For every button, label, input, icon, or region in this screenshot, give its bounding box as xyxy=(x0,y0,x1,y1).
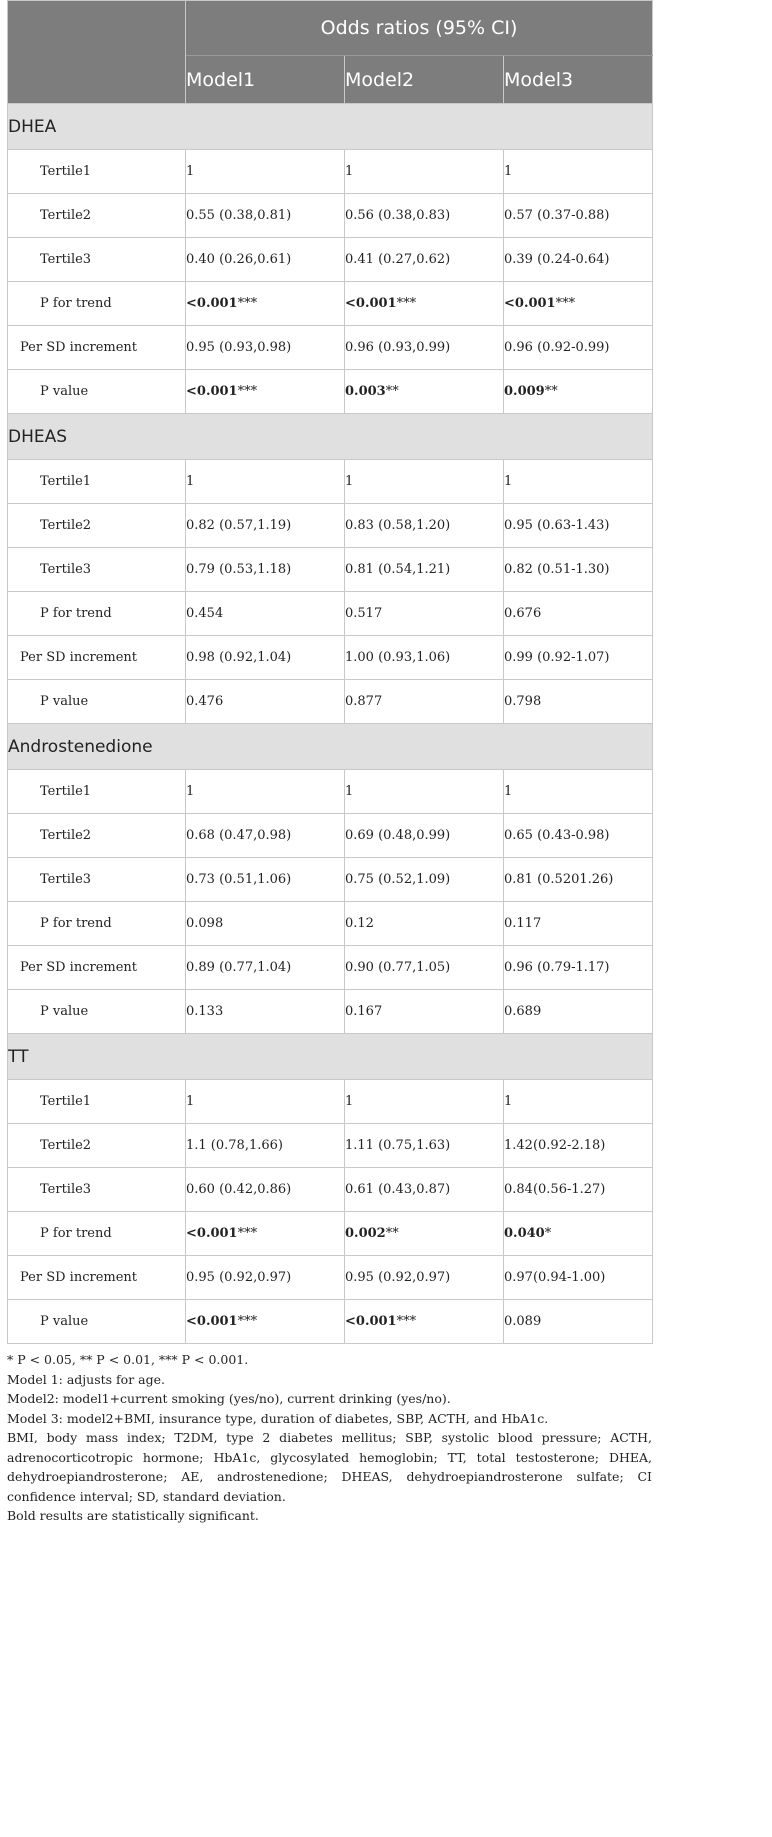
row-label: P for trend xyxy=(8,592,186,636)
section-row xyxy=(8,1034,653,1080)
header-model3: Model3 xyxy=(504,56,653,104)
model2-value-cell xyxy=(345,150,504,194)
odds-ratio-value: 0.60 (0.42,0.86) xyxy=(186,1182,292,1197)
odds-ratio-value: 0.003 xyxy=(345,384,386,399)
model2-value-cell xyxy=(345,636,504,680)
table-body xyxy=(8,104,653,1344)
model2-value-cell xyxy=(345,194,504,238)
row-label: Tertile3 xyxy=(8,548,186,592)
model1-value-cell xyxy=(186,858,345,902)
model3-value-cell xyxy=(504,194,653,238)
row-label: Tertile2 xyxy=(8,504,186,548)
odds-ratio-value: 0.90 (0.77,1.05) xyxy=(345,960,451,975)
table-row xyxy=(8,636,653,680)
odds-ratio-value: 0.040 xyxy=(504,1226,545,1241)
significance-stars: *** xyxy=(555,296,576,311)
row-label: P for trend xyxy=(8,282,186,326)
odds-ratio-value: 0.81 (0.5201.26) xyxy=(504,872,614,887)
row-label: Tertile1 xyxy=(8,770,186,814)
model3-value-cell xyxy=(504,460,653,504)
row-label: Tertile3 xyxy=(8,858,186,902)
section-title: DHEAS xyxy=(8,414,653,460)
odds-ratio-value: 0.95 (0.92,0.97) xyxy=(186,1270,292,1285)
model2-value-cell xyxy=(345,504,504,548)
table-row xyxy=(8,1168,653,1212)
odds-ratio-value: 1 xyxy=(345,784,354,799)
row-label: P value xyxy=(8,1300,186,1344)
section-row xyxy=(8,414,653,460)
odds-ratio-value: <0.001 xyxy=(186,384,238,399)
model3-value-cell xyxy=(504,548,653,592)
model1-value-cell xyxy=(186,370,345,414)
row-label: Tertile2 xyxy=(8,1124,186,1168)
odds-ratio-value: <0.001 xyxy=(186,1314,238,1329)
row-label: Tertile1 xyxy=(8,460,186,504)
odds-ratio-value: 0.55 (0.38,0.81) xyxy=(186,208,292,223)
odds-ratio-value: 0.57 (0.37-0.88) xyxy=(504,208,610,223)
odds-ratio-value: 0.99 (0.92-1.07) xyxy=(504,650,610,665)
table-row xyxy=(8,1124,653,1168)
model2-value-cell xyxy=(345,946,504,990)
odds-ratio-value: 1 xyxy=(186,474,195,489)
model2-value-cell xyxy=(345,1168,504,1212)
table-row xyxy=(8,282,653,326)
row-label: Tertile1 xyxy=(8,150,186,194)
model2-value-cell xyxy=(345,990,504,1034)
model1-value-cell xyxy=(186,1256,345,1300)
model1-value-cell xyxy=(186,636,345,680)
model2-value-cell xyxy=(345,1256,504,1300)
header-group-label: Odds ratios (95% CI) xyxy=(186,1,653,56)
odds-ratio-value: 0.117 xyxy=(504,916,542,931)
model3-value-cell xyxy=(504,326,653,370)
odds-ratio-value: 1 xyxy=(186,784,195,799)
header-model1: Model1 xyxy=(186,56,345,104)
model2-value-cell xyxy=(345,858,504,902)
odds-ratio-value: 0.83 (0.58,1.20) xyxy=(345,518,451,533)
significance-stars: ** xyxy=(385,384,399,399)
table-row xyxy=(8,946,653,990)
model1-value-cell xyxy=(186,1212,345,1256)
table-row xyxy=(8,770,653,814)
table-row xyxy=(8,680,653,724)
model1-value-cell xyxy=(186,946,345,990)
model2-value-cell xyxy=(345,1124,504,1168)
model2-value-cell xyxy=(345,592,504,636)
table-row xyxy=(8,370,653,414)
odds-ratio-value: 0.75 (0.52,1.09) xyxy=(345,872,451,887)
model2-value-cell xyxy=(345,460,504,504)
odds-ratio-value: <0.001 xyxy=(345,1314,397,1329)
table-row xyxy=(8,858,653,902)
table-row xyxy=(8,326,653,370)
model2-value-cell xyxy=(345,326,504,370)
table-row xyxy=(8,460,653,504)
model3-value-cell xyxy=(504,814,653,858)
model1-value-cell xyxy=(186,150,345,194)
odds-ratio-value: 0.79 (0.53,1.18) xyxy=(186,562,292,577)
odds-ratio-value: 0.65 (0.43-0.98) xyxy=(504,828,610,843)
odds-ratio-value: 0.95 (0.92,0.97) xyxy=(345,1270,451,1285)
odds-ratio-value: 0.68 (0.47,0.98) xyxy=(186,828,292,843)
row-label: Per SD increment xyxy=(8,1256,186,1300)
model1-value-cell xyxy=(186,326,345,370)
odds-ratio-value: 0.40 (0.26,0.61) xyxy=(186,252,292,267)
odds-ratio-value: <0.001 xyxy=(186,296,238,311)
header-empty-cell xyxy=(8,1,186,104)
footnote-model2: Model2: model1+current smoking (yes/no), current drinking (yes/no). xyxy=(7,1391,451,1406)
odds-ratio-value: 0.689 xyxy=(504,1004,542,1019)
odds-ratio-value: 0.56 (0.38,0.83) xyxy=(345,208,451,223)
model3-value-cell xyxy=(504,370,653,414)
section-title: TT xyxy=(8,1034,653,1080)
odds-ratio-value: 0.89 (0.77,1.04) xyxy=(186,960,292,975)
significance-stars: *** xyxy=(396,1314,417,1329)
odds-ratio-value: 0.95 (0.63-1.43) xyxy=(504,518,610,533)
model1-value-cell xyxy=(186,194,345,238)
model3-value-cell xyxy=(504,1212,653,1256)
model1-value-cell xyxy=(186,1080,345,1124)
table-row xyxy=(8,1256,653,1300)
odds-ratio-table xyxy=(7,0,653,1344)
table-row xyxy=(8,592,653,636)
odds-ratio-value: 1.11 (0.75,1.63) xyxy=(345,1138,451,1153)
table-row xyxy=(8,504,653,548)
odds-ratio-value: 0.454 xyxy=(186,606,224,621)
table-footnotes xyxy=(7,1350,652,1526)
model1-value-cell xyxy=(186,548,345,592)
odds-ratio-value: 0.12 xyxy=(345,916,374,931)
model3-value-cell xyxy=(504,636,653,680)
significance-stars: ** xyxy=(385,1226,399,1241)
odds-ratio-value: 1 xyxy=(504,474,513,489)
model1-value-cell xyxy=(186,1300,345,1344)
table-row xyxy=(8,238,653,282)
section-title: Androstenedione xyxy=(8,724,653,770)
table-row xyxy=(8,902,653,946)
odds-ratio-value: 0.009 xyxy=(504,384,545,399)
model2-value-cell xyxy=(345,238,504,282)
row-label: Tertile2 xyxy=(8,814,186,858)
odds-ratio-table-figure xyxy=(7,0,652,1526)
row-label: P for trend xyxy=(8,902,186,946)
table-row xyxy=(8,1080,653,1124)
odds-ratio-value: 0.41 (0.27,0.62) xyxy=(345,252,451,267)
odds-ratio-value: 1 xyxy=(504,164,513,179)
odds-ratio-value: 0.476 xyxy=(186,694,224,709)
odds-ratio-value: 0.517 xyxy=(345,606,383,621)
significance-stars: ** xyxy=(544,384,558,399)
model3-value-cell xyxy=(504,858,653,902)
model3-value-cell xyxy=(504,770,653,814)
model1-value-cell xyxy=(186,460,345,504)
footnote-significance: * P < 0.05, ** P < 0.01, *** P < 0.001. xyxy=(7,1352,249,1367)
model1-value-cell xyxy=(186,990,345,1034)
odds-ratio-value: 0.69 (0.48,0.99) xyxy=(345,828,451,843)
row-label: Tertile2 xyxy=(8,194,186,238)
table-row xyxy=(8,1212,653,1256)
model3-value-cell xyxy=(504,1256,653,1300)
row-label: Tertile3 xyxy=(8,1168,186,1212)
model3-value-cell xyxy=(504,1080,653,1124)
model3-value-cell xyxy=(504,902,653,946)
footnote-model3: Model 3: model2+BMI, insurance type, duration of diabetes, SBP, ACTH, and HbA1c. xyxy=(7,1410,549,1426)
odds-ratio-value: 1 xyxy=(345,164,354,179)
odds-ratio-value: 1 xyxy=(345,1094,354,1109)
odds-ratio-value: 1 xyxy=(504,1094,513,1109)
odds-ratio-value: 0.877 xyxy=(345,694,383,709)
model1-value-cell xyxy=(186,592,345,636)
model1-value-cell xyxy=(186,504,345,548)
significance-stars: *** xyxy=(237,296,258,311)
odds-ratio-value: 1 xyxy=(345,474,354,489)
model3-value-cell xyxy=(504,238,653,282)
significance-stars: *** xyxy=(237,1314,258,1329)
row-label: Per SD increment xyxy=(8,326,186,370)
model2-value-cell xyxy=(345,1212,504,1256)
section-row xyxy=(8,724,653,770)
odds-ratio-value: 0.002 xyxy=(345,1226,386,1241)
odds-ratio-value: 0.61 (0.43,0.87) xyxy=(345,1182,451,1197)
odds-ratio-value: <0.001 xyxy=(504,296,556,311)
model2-value-cell xyxy=(345,680,504,724)
odds-ratio-value: 1.42(0.92-2.18) xyxy=(504,1138,606,1153)
model1-value-cell xyxy=(186,770,345,814)
model2-value-cell xyxy=(345,370,504,414)
odds-ratio-value: 1 xyxy=(504,784,513,799)
model1-value-cell xyxy=(186,1124,345,1168)
odds-ratio-value: 1.00 (0.93,1.06) xyxy=(345,650,451,665)
model3-value-cell xyxy=(504,990,653,1034)
model2-value-cell xyxy=(345,548,504,592)
row-label: P for trend xyxy=(8,1212,186,1256)
significance-stars: *** xyxy=(237,384,258,399)
model2-value-cell xyxy=(345,282,504,326)
header-model2: Model2 xyxy=(345,56,504,104)
significance-stars: * xyxy=(544,1226,552,1241)
odds-ratio-value: 0.96 (0.93,0.99) xyxy=(345,340,451,355)
row-label: P value xyxy=(8,680,186,724)
odds-ratio-value: 0.676 xyxy=(504,606,542,621)
odds-ratio-value: <0.001 xyxy=(186,1226,238,1241)
section-title: DHEA xyxy=(8,104,653,150)
model3-value-cell xyxy=(504,1168,653,1212)
footnote-model1: Model 1: adjusts for age. xyxy=(7,1371,165,1387)
footnote-bold-note: Bold results are statistically significant. xyxy=(7,1508,259,1523)
odds-ratio-value: 0.82 (0.57,1.19) xyxy=(186,518,292,533)
model1-value-cell xyxy=(186,282,345,326)
model3-value-cell xyxy=(504,946,653,990)
odds-ratio-value: 0.96 (0.92-0.99) xyxy=(504,340,610,355)
model1-value-cell xyxy=(186,902,345,946)
model2-value-cell xyxy=(345,770,504,814)
odds-ratio-value: 0.39 (0.24-0.64) xyxy=(504,252,610,267)
model3-value-cell xyxy=(504,1124,653,1168)
row-label: Tertile3 xyxy=(8,238,186,282)
model2-value-cell xyxy=(345,814,504,858)
table-row xyxy=(8,814,653,858)
odds-ratio-value: 0.098 xyxy=(186,916,224,931)
model2-value-cell xyxy=(345,902,504,946)
odds-ratio-value: 0.98 (0.92,1.04) xyxy=(186,650,292,665)
model3-value-cell xyxy=(504,504,653,548)
row-label: Tertile1 xyxy=(8,1080,186,1124)
table-row xyxy=(8,150,653,194)
model2-value-cell xyxy=(345,1300,504,1344)
odds-ratio-value: 0.97(0.94-1.00) xyxy=(504,1270,606,1285)
odds-ratio-value: 0.96 (0.79-1.17) xyxy=(504,960,610,975)
odds-ratio-value: 1 xyxy=(186,1094,195,1109)
row-label: Per SD increment xyxy=(8,636,186,680)
model1-value-cell xyxy=(186,680,345,724)
model3-value-cell xyxy=(504,592,653,636)
odds-ratio-value: 1.1 (0.78,1.66) xyxy=(186,1138,283,1153)
model1-value-cell xyxy=(186,814,345,858)
odds-ratio-value: <0.001 xyxy=(345,296,397,311)
footnote-abbreviations: BMI, body mass index; T2DM, type 2 diabetes mellitus; SBP, systolic blood pressure; ACTH, adrenocorticotropic hormone; HbA1c, glycosylated hemoglobin; TT, total testosterone; DHEA, dehydroepiandrosterone; AE, androstenedione; DHEAS, dehydroepiandrosterone sulfate; CI confidence interval; SD, standard deviation. xyxy=(7,1430,652,1504)
model2-value-cell xyxy=(345,1080,504,1124)
model3-value-cell xyxy=(504,680,653,724)
table-row xyxy=(8,548,653,592)
table-row xyxy=(8,194,653,238)
odds-ratio-value: 0.73 (0.51,1.06) xyxy=(186,872,292,887)
row-label: P value xyxy=(8,370,186,414)
row-label: Per SD increment xyxy=(8,946,186,990)
odds-ratio-value: 0.167 xyxy=(345,1004,383,1019)
header-row-group xyxy=(8,1,653,56)
odds-ratio-value: 0.089 xyxy=(504,1314,542,1329)
significance-stars: *** xyxy=(396,296,417,311)
table-row xyxy=(8,990,653,1034)
odds-ratio-value: 0.84(0.56-1.27) xyxy=(504,1182,606,1197)
odds-ratio-value: 0.798 xyxy=(504,694,542,709)
model3-value-cell xyxy=(504,150,653,194)
model1-value-cell xyxy=(186,238,345,282)
section-row xyxy=(8,104,653,150)
odds-ratio-value: 0.95 (0.93,0.98) xyxy=(186,340,292,355)
model3-value-cell xyxy=(504,1300,653,1344)
odds-ratio-value: 0.133 xyxy=(186,1004,224,1019)
row-label: P value xyxy=(8,990,186,1034)
significance-stars: *** xyxy=(237,1226,258,1241)
odds-ratio-value: 0.82 (0.51-1.30) xyxy=(504,562,610,577)
model3-value-cell xyxy=(504,282,653,326)
odds-ratio-value: 1 xyxy=(186,164,195,179)
table-row xyxy=(8,1300,653,1344)
odds-ratio-value: 0.81 (0.54,1.21) xyxy=(345,562,451,577)
model1-value-cell xyxy=(186,1168,345,1212)
